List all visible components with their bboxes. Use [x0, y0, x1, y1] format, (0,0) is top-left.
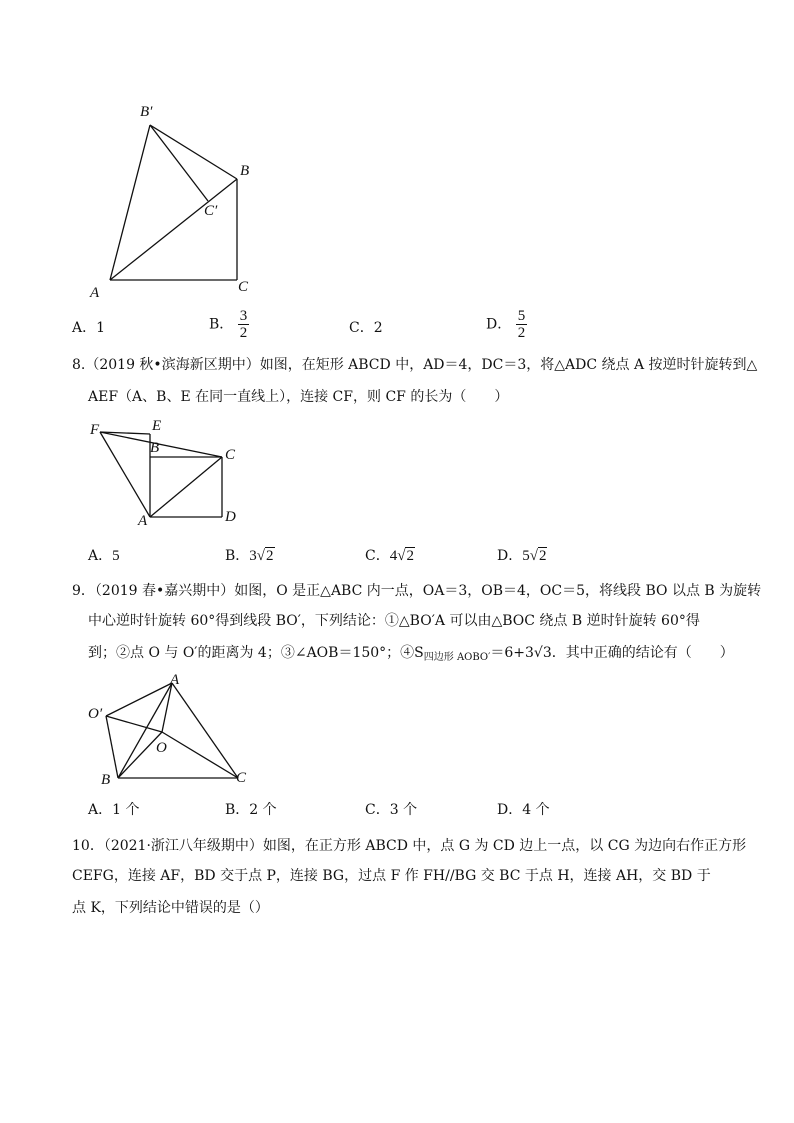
q7-option-b[interactable]: B． $\frac{3}{2}$	[209, 308, 248, 341]
q9-option-a[interactable]: A．1 个	[88, 802, 140, 818]
q8-option-a[interactable]: A．5	[88, 548, 120, 564]
q9-label-a: A	[170, 672, 180, 688]
q7-option-a[interactable]: A．1	[72, 320, 106, 336]
q7-option-d[interactable]: D． $\frac{5}{2}$	[486, 308, 526, 341]
label-bprime: B′	[140, 104, 153, 120]
seg-f-a	[100, 432, 150, 517]
seg-o-c	[162, 732, 238, 778]
seg-bprime-a	[110, 125, 150, 280]
fraction-three-halves: $\frac{3}{2}$	[239, 308, 248, 341]
q8-text-line1: 8.（2019 秋•滨海新区期中）如图，在矩形 ABCD 中，AD＝4，DC＝3，将△ADC 绕点 A 按逆时针旋转到△	[72, 357, 758, 373]
q9-label-b: B	[101, 772, 111, 788]
label-c: C	[238, 279, 249, 295]
seg-o-a	[162, 683, 172, 732]
q9-option-d[interactable]: D．4 个	[497, 802, 550, 818]
q8-option-b[interactable]: B．3√2	[225, 548, 274, 564]
q8-option-d[interactable]: D．5√2	[497, 548, 547, 564]
q9-label-c: C	[236, 770, 247, 786]
q8-label-d: D	[225, 509, 236, 525]
q9-option-b[interactable]: B．2 个	[225, 802, 277, 818]
q9-text-line3: 到；②点 O 与 O′的距离为 4；③∠AOB＝150°；$④S_{四边形 AOBO'}=6+3√3$．其中正确的结论有（ ）	[88, 645, 734, 663]
sqrt-sign: √	[397, 548, 406, 564]
q9-text-line1: 9．（2019 春•嘉兴期中）如图，O 是正△ABC 内一点，OA＝3，OB＝4，OC＝5，将线段 BO 以点 B 为旋转	[72, 583, 762, 599]
sqrt-sign: √	[256, 548, 266, 564]
q8-label-a: A	[138, 513, 148, 529]
label-b: B	[240, 163, 250, 179]
q10-text-line3: 点 K，下列结论中错误的是（）	[72, 900, 269, 916]
seg-a-c	[150, 457, 222, 517]
figure-q7	[80, 95, 280, 305]
label-a: A	[90, 285, 100, 301]
q8-label-c: C	[225, 447, 236, 463]
q9-text-line2: 中心逆时针旋转 60°得到线段 BO′，下列结论：①△BO′A 可以由△BOC 绕点 B 逆时针旋转 60°得	[88, 613, 700, 629]
q8-text-line2: AEF（A、B、E 在同一直线上），连接 CF，则 CF 的长为（ ）	[88, 389, 509, 405]
seg-a-c	[172, 683, 238, 778]
seg-oprime-o	[106, 716, 162, 732]
seg-bprime-cprime	[150, 125, 208, 201]
seg-f-c	[100, 432, 222, 457]
label-cprime: C′	[204, 203, 218, 219]
q7-option-c[interactable]: C．2	[349, 320, 383, 336]
q8-label-f: F	[90, 422, 100, 438]
seg-bprime-b	[150, 125, 237, 179]
q9-option-c[interactable]: C．3 个	[365, 802, 418, 818]
q8-option-c[interactable]: C．4√2	[365, 548, 414, 564]
q8-label-e: E	[152, 418, 162, 434]
seg-a-b	[110, 179, 237, 280]
sqrt-sign: √	[529, 548, 538, 564]
q8-label-b: B	[150, 440, 160, 456]
q10-text-line1: 10．（2021·浙江八年级期中）如图，在正方形 ABCD 中，点 G 为 CD 边上一点，以 CG 为边向右作正方形	[72, 838, 747, 854]
q9-label-oprime: O′	[88, 706, 103, 722]
seg-a-b	[118, 683, 172, 778]
fraction-five-halves: $\frac{5}{2}$	[517, 308, 526, 341]
seg-oprime-b	[106, 716, 118, 778]
q10-text-line2: CEFG，连接 AF，BD 交于点 P，连接 BG，过点 F 作 FH//BG 交 BC 于点 H，连接 AH，交 BD 于	[72, 868, 711, 884]
q9-label-o: O	[156, 740, 167, 756]
